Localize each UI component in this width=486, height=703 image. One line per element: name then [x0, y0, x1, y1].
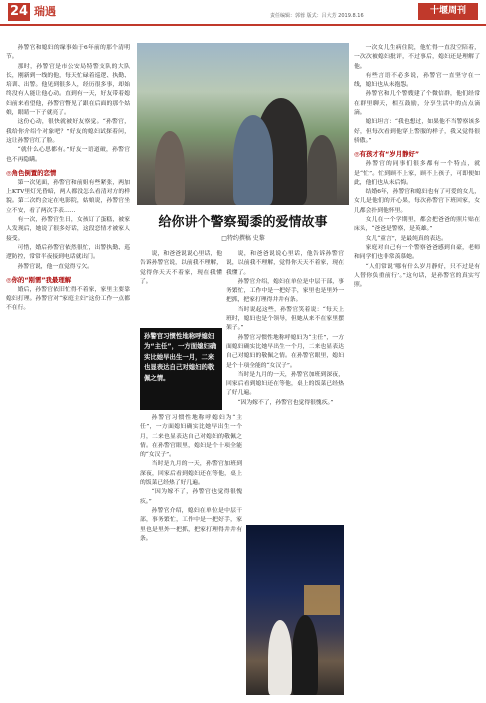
paragraph: 家庭对自己有一个警察爸爸感到自豪，老师和同学们也非常羡慕她。	[354, 244, 480, 261]
paragraph: 那时，孙警官是市公安局特警支队的大队长，刚新到一线的他，每天忙碌着巡逻、执勤、培训、出警。他见到很多人，经历很多事，却始终没有人能让他心动。直到有一天，好友带着媳妇前来看望他，孙警官瞥见了跟在后面的那个姑娘，眼睛一下子就亮了。	[6, 63, 130, 117]
paragraph: 孙警官的同事们很多都有一个特点，就是“忙”。忙到顾不上家，顾不上孩子，可即便如此，他们也从未后悔。	[354, 161, 480, 186]
paragraph: 孙警官习惯性地称呼媳妇为“主任”，一方面媳妇确实比她早出生一个月，二来也显表达自己对媳妇的敬佩之情。在孙警官眼里，媳妇是个十项全能的“女汉子”。	[140, 415, 242, 459]
masthead: 十堰周刊	[418, 3, 478, 20]
paragraph: 说，和爸爸说说心里话，他告诉孙警官说，以前我不理解，觉得你天天不着家，现在我懂了。	[226, 251, 344, 276]
column-middle	[226, 250, 344, 522]
photo-child	[233, 115, 273, 205]
paragraph: 孙警官和几个警嫂建了个微信群，他们经常在群里聊天，相互鼓励，分享生活中的点点滴滴。	[354, 91, 480, 117]
page-number: 24	[9, 4, 29, 19]
column-middle-upper	[140, 250, 222, 324]
subheading: ◎角色倒置的恋情	[6, 168, 57, 177]
paragraph: 一次女儿生病住院，他忙得一直没空陪着，一次次被媳妇批评，不过事后，媳妇还是理解了他。	[354, 45, 480, 70]
subheading: ◎有孩才有“岁月静好”	[354, 150, 420, 159]
night-couple-photo	[246, 525, 344, 695]
article-title: 给你讲个警察蜀黍的爱情故事	[158, 215, 328, 230]
column-left	[6, 44, 130, 698]
paragraph: 孙警官介绍，媳妇在单位是中层干部，事务繁忙，工作中是一把好手，家里也是里外一把抓，把家打理得井井有条。	[226, 278, 344, 304]
paragraph: 孙警官介绍，媳妇在单位是中层干部，事务繁忙，工作中是一把好手，家里也是里外一把抓，把家打理得井井有条。	[140, 507, 242, 542]
photo-lit-building	[304, 585, 340, 615]
paragraph: 婚后，孙警官依旧忙得不着家，家里主要靠媳妇打理。孙警官对“家庭主妇”这份工作一点都不在行。	[6, 286, 130, 312]
paragraph: 当时是九月的一天，孙警官加班到深夜，回家后看到媳妇还在等他，桌上的饭菜已经热了好几遍。	[140, 461, 242, 487]
paragraph: 有些言语不必多说，孙警官一直坚守在一线，媳妇也从未抱怨。	[354, 72, 480, 89]
photo-bystander	[307, 135, 337, 205]
page-header	[0, 0, 486, 26]
paragraph: 这份心动，很快就被好友察觉。“孙警官，我给你介绍个对象吧？”好友的媳妇试探着问，这让孙警官红了脸。	[6, 119, 130, 144]
photo-person	[268, 620, 292, 695]
photo-person	[292, 615, 318, 695]
paragraph: 女儿在一个学期里，都会把爸爸的照片贴在床头，“爸爸是警察，是英雄。”	[354, 217, 480, 233]
section-name: 瑞遇	[34, 5, 56, 18]
paragraph: 当时说起这些，孙警官笑着说：“每天上班时，媳妇也是个领导，但她从来不在家里摆架子。”	[226, 306, 344, 332]
family-photo	[137, 43, 349, 205]
paragraph: “因为嫁不了，孙警官也觉得很愧疚。”	[237, 399, 334, 406]
subheading: ◎你的“刚需”我最理解	[6, 275, 72, 284]
paragraph: 女儿“童言”，是最纯真的表达。	[365, 235, 447, 242]
pull-quote: 孙警官习惯性地称呼媳妇为“主任”，一方面媳妇确实比她早出生一月，二来也显表达自己对媳妇的敬佩之情。	[140, 328, 222, 410]
paragraph: 孙警官习惯性地称呼媳妇为“主任”，一方面媳妇确实比她早出生一个月，二来也显表达自己对媳妇的敬佩之情。在孙警官眼里，媳妇是个十项全能的“女汉子”。	[226, 334, 344, 369]
column-right	[354, 44, 480, 698]
article-byline: □特约撰稿 史黎	[221, 235, 265, 242]
column-middle-lower	[140, 414, 242, 698]
paragraph: 孙警官和媳妇的缘事始于6年前的那个清明节。	[6, 45, 130, 61]
paragraph: 孙警官说，他一直觉得亏欠。	[17, 263, 93, 270]
paragraph: 有一次，孙警官生日，女孩订了蛋糕，被家人发现后，她说了很多好话，这段恋情才被家人接受。	[6, 217, 130, 242]
paragraph: “就什么心思都有。”好友一语道破，孙警官也不再隐瞒。	[6, 147, 130, 163]
paragraph: 第一次见面，孙警官和前姐有些紧张，两加上KTV里灯光昏暗，两人都没怎么看清对方的样貌。第二次约会定在电影院，姑娘说，孙警官坐立不安，看了两次手表……	[6, 179, 130, 214]
editor-meta: 责任编辑：郭蓉 版式：吕大芳 2019.8.16	[270, 13, 364, 19]
paragraph: 可惜，婚后孙警官依然很忙，出警执勤、巡逻防控，常常半夜接到电话就出门。	[6, 244, 130, 261]
paragraph: 结婚6年，孙警官和媳妇也有了可爱的女儿，女儿是他们的开心果，每次孙警官下班回家，女儿都会扑到他怀里。	[354, 189, 480, 214]
paragraph: 当时是九月的一天，孙警官加班到深夜，回家后看到媳妇还在等他，桌上的饭菜已经热了好几遍。	[226, 371, 344, 397]
paragraph: 媳妇坦言：“我也想过，如果他不当警察该多好，但每次看到他穿上警服的样子，我又觉得很骄傲。”	[354, 119, 480, 144]
paragraph: “因为嫁不了，孙警官也觉得很愧疚。”	[140, 489, 242, 505]
paragraph: 说，和爸爸说说心里话，他告诉孙警官说，以前我不理解，觉得你天天不着家，现在我懂了。	[140, 251, 222, 285]
paragraph: “人们常说‘哪有什么岁月静好，只不过是有人替你负重前行’。”这句话，是孙警官的真实写照。	[354, 263, 480, 289]
photo-bystander	[155, 131, 185, 205]
